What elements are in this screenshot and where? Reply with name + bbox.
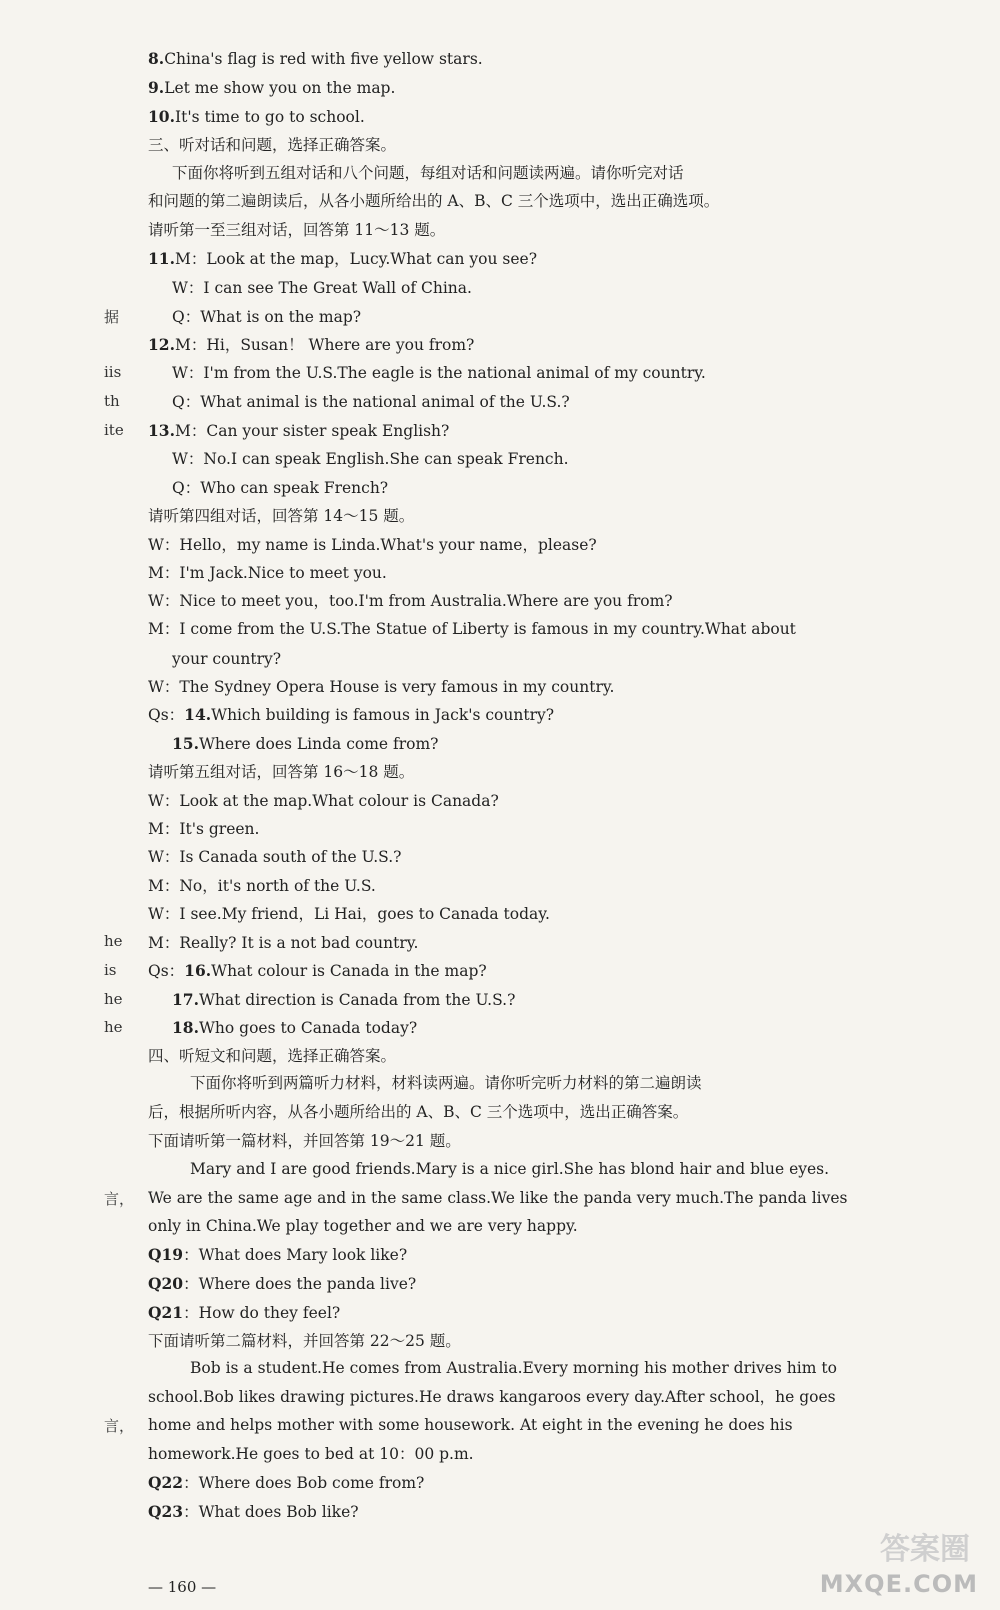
dialog-4-line-3: W：Nice to meet you，too.I'm from Australia.Where are you from? <box>148 592 673 610</box>
page-number: — 160 — <box>148 1578 217 1596</box>
dialog-4-line-4: M：I come from the U.S.The Statue of Liberty is famous in my country.What about <box>148 620 796 638</box>
dialog-5-intro: 请听第五组对话，回答第 16～18 题。 <box>148 763 415 781</box>
margin-fragment: th <box>104 392 120 410</box>
passage-1-line-2: We are the same age and in the same class.We like the panda very much.The panda lives <box>148 1189 848 1207</box>
dialog-5-line-4: M：No，it's north of the U.S. <box>148 877 376 895</box>
dialog-5-line-2: M：It's green. <box>148 820 260 838</box>
q21: Q21：How do they feel? <box>148 1303 341 1322</box>
margin-fragment: ite <box>104 421 124 439</box>
q12-m: 12.M：Hi，Susan！ Where are you from? <box>148 335 475 354</box>
passage-2-intro: 下面请听第二篇材料，并回答第 22～25 题。 <box>148 1332 461 1350</box>
margin-fragment: he <box>104 1018 123 1036</box>
dialog-4-line-5: W：The Sydney Opera House is very famous in my country. <box>148 678 615 696</box>
dialog-5-line-6: M：Really? It is a not bad country. <box>148 934 419 952</box>
watermark-site: MXQE.COM <box>819 1570 978 1598</box>
margin-fragment: he <box>104 990 123 1008</box>
section-3-instruction-1: 下面你将听到五组对话和八个问题，每组对话和问题读两遍。请你听完对话 <box>172 164 684 182</box>
q11-w: W：I can see The Great Wall of China. <box>172 279 472 297</box>
passage-2-line-3: home and helps mother with some housework. At eight in the evening he does his <box>148 1416 793 1434</box>
q13-q: Q：Who can speak French? <box>172 479 389 497</box>
q18: 18.Who goes to Canada today? <box>172 1018 418 1037</box>
q11-m: 11.M：Look at the map，Lucy.What can you see? <box>148 249 538 268</box>
q20: Q20：Where does the panda live? <box>148 1274 417 1293</box>
q12-q: Q：What animal is the national animal of the U.S.? <box>172 393 570 411</box>
q13-m: 13.M：Can your sister speak English? <box>148 421 450 440</box>
dialog-5-line-5: W：I see.My friend，Li Hai，goes to Canada today. <box>148 905 550 923</box>
dialog-4-line-4-cont: your country? <box>172 650 282 668</box>
section-4-heading: 四、听短文和问题，选择正确答案。 <box>148 1047 397 1065</box>
margin-fragment: is <box>104 961 117 979</box>
q17: 17.What direction is Canada from the U.S.? <box>172 990 516 1009</box>
passage-2-line-4: homework.He goes to bed at 10：00 p.m. <box>148 1445 474 1463</box>
q19: Q19：What does Mary look like? <box>148 1245 408 1264</box>
dialog-4-intro: 请听第四组对话，回答第 14～15 题。 <box>148 507 415 525</box>
watermark <box>800 1532 990 1604</box>
q13-w: W：No.I can speak English.She can speak French. <box>172 450 569 468</box>
watermark-logo: 答案圈 <box>880 1532 970 1567</box>
margin-fragment: 言， <box>104 1417 135 1435</box>
margin-fragment: 言， <box>104 1190 135 1208</box>
q15: 15.Where does Linda come from? <box>172 734 439 753</box>
line-8: 8.China's flag is red with five yellow stars. <box>148 49 483 68</box>
margin-fragment: 据 <box>104 308 120 326</box>
dialog-1-3-intro: 请听第一至三组对话，回答第 11～13 题。 <box>148 221 446 239</box>
dialog-4-line-1: W：Hello，my name is Linda.What's your name，please? <box>148 536 597 554</box>
passage-2-line-2: school.Bob likes drawing pictures.He draws kangaroos every day.After school，he goes <box>148 1388 836 1406</box>
passage-1-line-3: only in China.We play together and we are very happy. <box>148 1217 578 1235</box>
margin-fragment: he <box>104 932 123 950</box>
dialog-4-line-2: M：I'm Jack.Nice to meet you. <box>148 564 387 582</box>
section-4-instruction-1: 下面你将听到两篇听力材料，材料读两遍。请你听完听力材料的第二遍朗读 <box>190 1074 702 1092</box>
dialog-5-line-1: W：Look at the map.What colour is Canada? <box>148 792 499 810</box>
line-9: 9.Let me show you on the map. <box>148 78 396 97</box>
passage-2-line-1: Bob is a student.He comes from Australia.Every morning his mother drives him to <box>190 1359 837 1377</box>
section-3-instruction-2: 和问题的第二遍朗读后，从各小题所给出的 A、B、C 三个选项中，选出正确选项。 <box>148 192 720 210</box>
q23: Q23：What does Bob like? <box>148 1502 359 1521</box>
line-10: 10.It's time to go to school. <box>148 107 365 126</box>
passage-1-intro: 下面请听第一篇材料，并回答第 19～21 题。 <box>148 1132 461 1150</box>
passage-1-line-1: Mary and I are good friends.Mary is a nice girl.She has blond hair and blue eyes. <box>190 1160 830 1178</box>
q16: Qs：16.What colour is Canada in the map? <box>148 961 487 980</box>
dialog-5-line-3: W：Is Canada south of the U.S.? <box>148 848 402 866</box>
q12-w: W：I'm from the U.S.The eagle is the national animal of my country. <box>172 364 706 382</box>
margin-fragment: iis <box>104 363 122 381</box>
q14: Qs：14.Which building is famous in Jack's country? <box>148 705 555 724</box>
q22: Q22：Where does Bob come from? <box>148 1473 425 1492</box>
section-3-heading: 三、听对话和问题，选择正确答案。 <box>148 136 397 154</box>
q11-q: Q：What is on the map? <box>172 308 362 326</box>
section-4-instruction-2: 后，根据所听内容，从各小题所给出的 A、B、C 三个选项中，选出正确答案。 <box>148 1103 689 1121</box>
